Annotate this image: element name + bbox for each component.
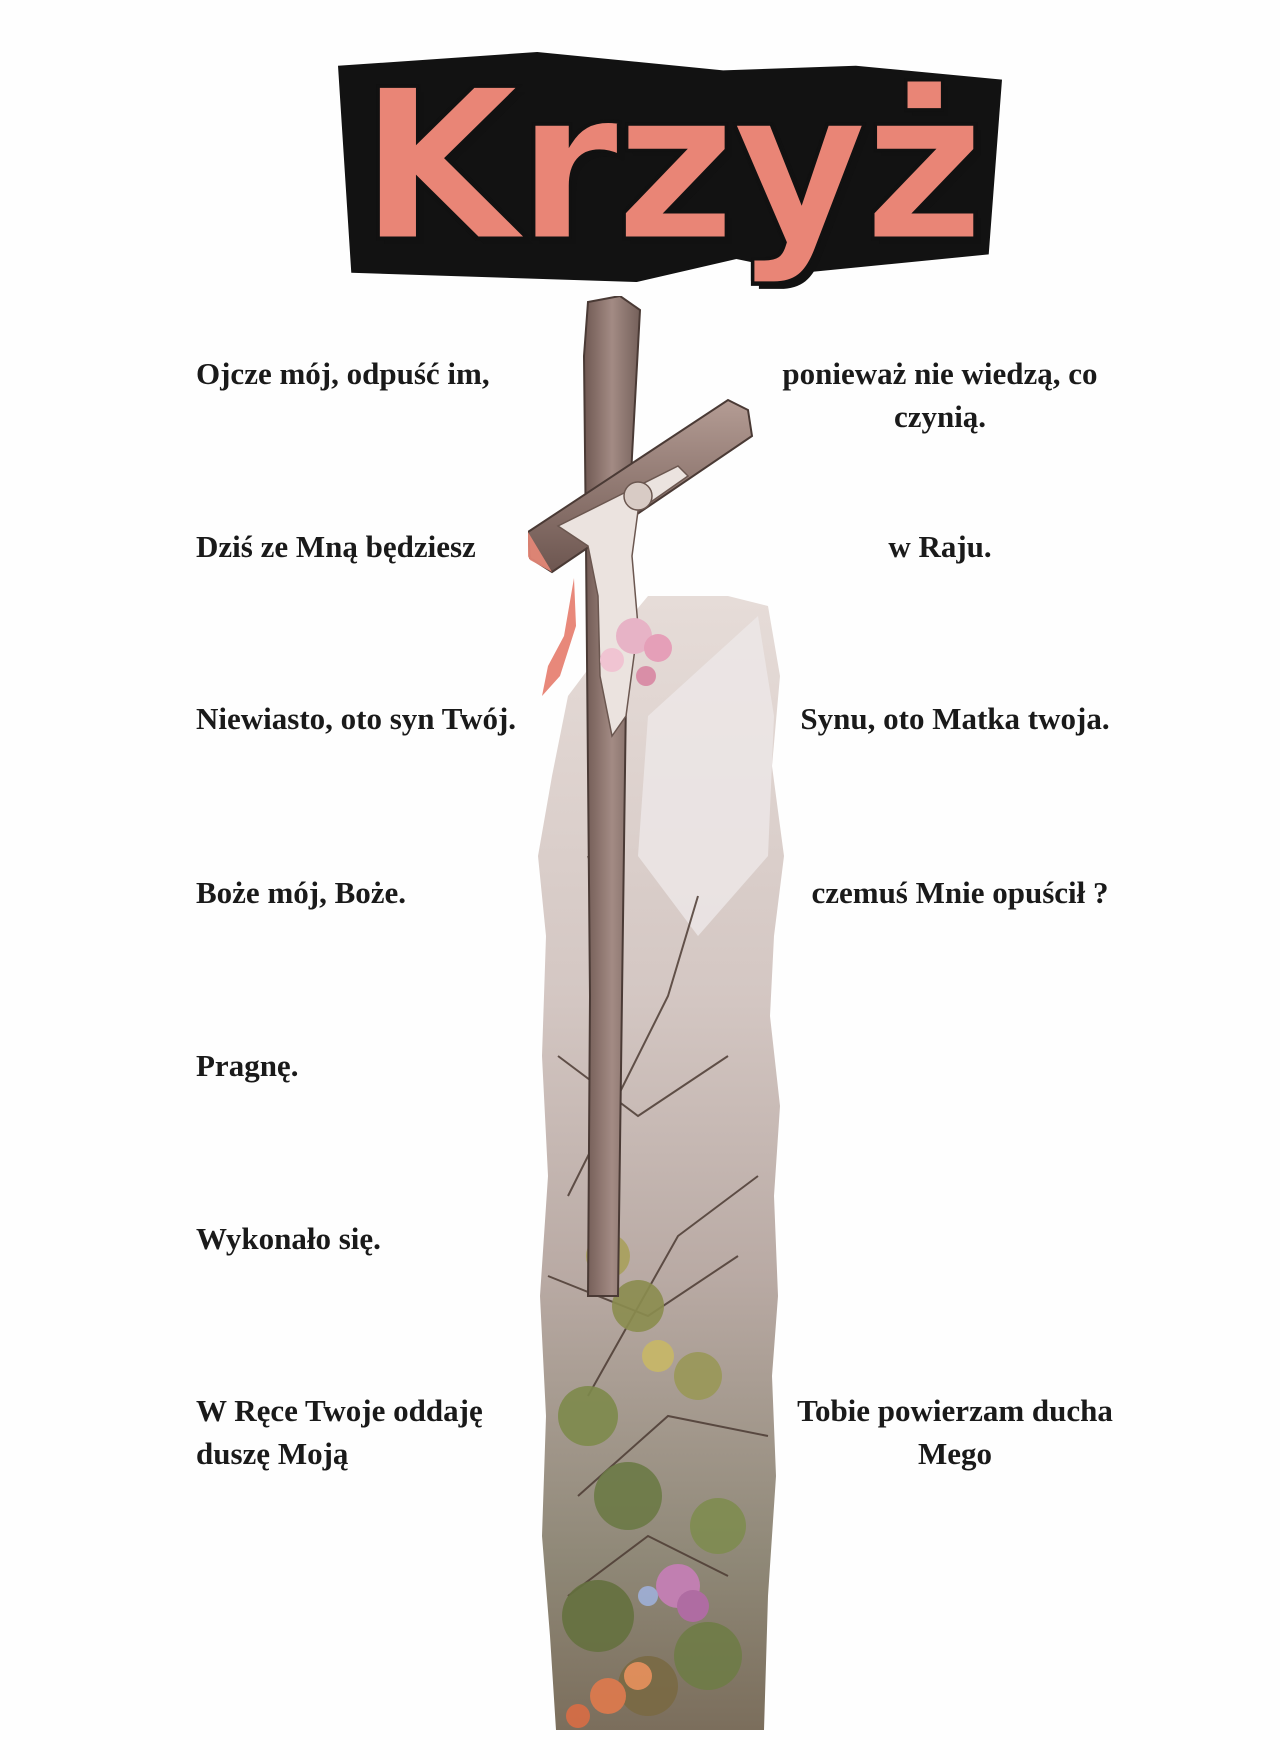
page-title: Krzyż: [359, 46, 981, 288]
phrase-1-right-line-2: czynią.: [893, 399, 987, 434]
phrase-7-left-line-1: W Ręce Twoje oddaję: [196, 1393, 483, 1428]
phrase-7-left-line-2: duszę Moją: [196, 1436, 349, 1471]
phrase-4-right: czemuś Mnie opuścił ?: [811, 875, 1109, 910]
phrase-1-right-line-1: ponieważ nie wiedzą, co: [782, 356, 1098, 391]
phrase-3-left: Niewiasto, oto syn Twój.: [196, 701, 517, 736]
phrase-4-left: Boże mój, Boże.: [196, 875, 407, 910]
phrase-1-left: Ojcze mój, odpuść im,: [196, 356, 490, 391]
crucifix-collage-image: [528, 296, 848, 1730]
phrase-2-right: w Raju.: [888, 529, 992, 564]
phrase-6-left: Wykonało się.: [196, 1221, 381, 1256]
title-banner: [338, 46, 1002, 288]
phrase-5-left: Pragnę.: [196, 1048, 299, 1083]
phrase-3-right: Synu, oto Matka twoja.: [800, 701, 1110, 736]
phrase-7-right-line-2: Mego: [917, 1436, 993, 1471]
phrase-7-right-line-1: Tobie powierzam ducha: [797, 1393, 1113, 1428]
phrase-2-left: Dziś ze Mną będziesz: [196, 529, 476, 564]
